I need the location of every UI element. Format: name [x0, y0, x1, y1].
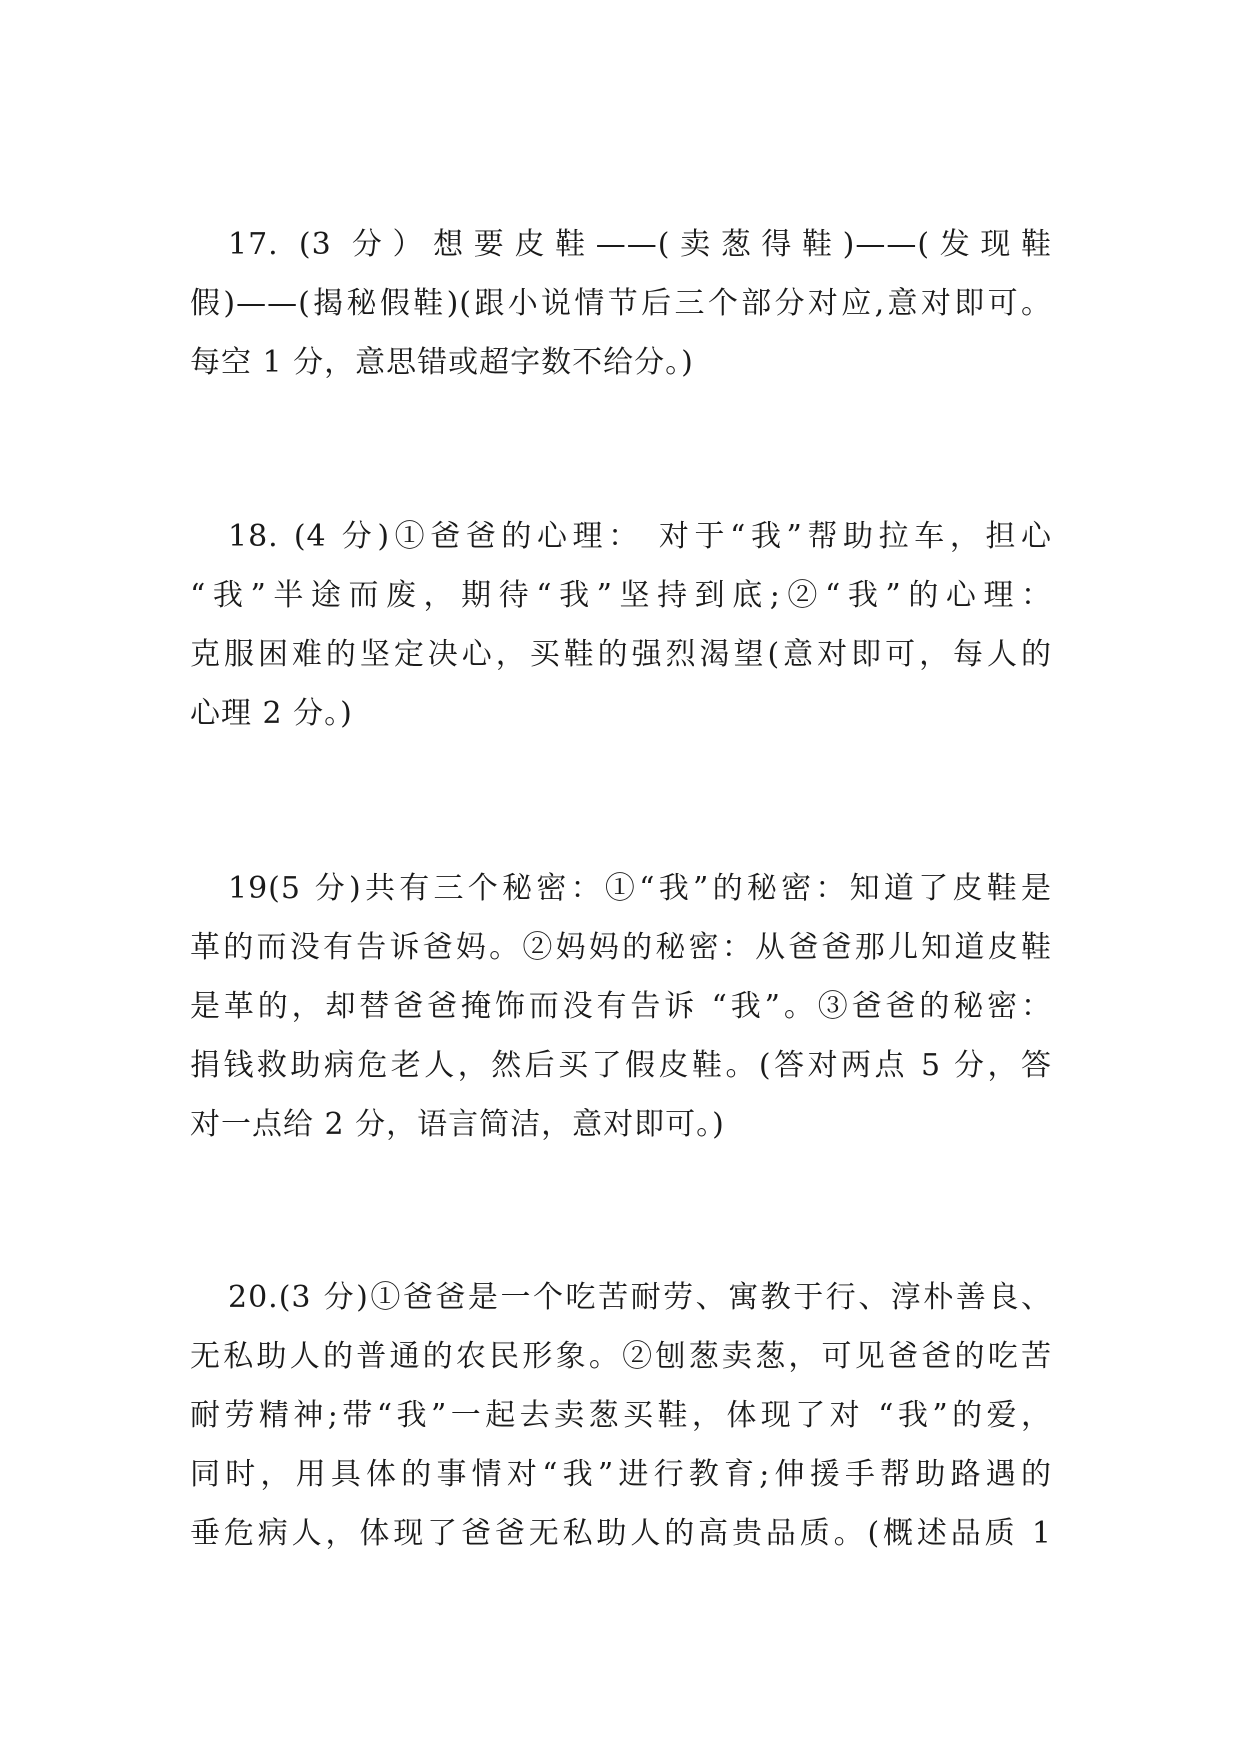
answer-19-line-1: 19(5 分)共有三个秘密：①“我”的秘密：知道了皮鞋是	[228, 871, 1052, 906]
answer-18-line-3: 克服困难的坚定决心，买鞋的强烈渴望(意对即可，每人的	[190, 637, 1052, 672]
answer-18-line-1: 18. (4 分)①爸爸的心理： 对于“我”帮助拉车，担心	[228, 519, 1052, 554]
answer-17-line-2: 假)——(揭秘假鞋)(跟小说情节后三个部分对应,意对即可。	[190, 286, 1052, 321]
answer-17	[190, 215, 1052, 392]
answer-18-line-2: “我”半途而废，期待“我”坚持到底;②“我”的心理：	[190, 578, 1052, 613]
answer-20-line-2: 无私助人的普通的农民形象。②刨葱卖葱，可见爸爸的吃苦	[190, 1339, 1052, 1374]
answer-17-line-3: 每空 1 分，意思错或超字数不给分。)	[190, 345, 694, 380]
answer-19-line-5: 对一点给 2 分，语言简洁，意对即可。)	[190, 1107, 725, 1142]
answer-18	[190, 507, 1052, 743]
answer-20	[190, 1268, 1052, 1563]
answer-20-line-5: 垂危病人，体现了爸爸无私助人的高贵品质。(概述品质 1	[190, 1516, 1052, 1551]
answer-20-line-4: 同时，用具体的事情对“我”进行教育;伸援手帮助路遇的	[190, 1457, 1052, 1492]
answer-20-line-3: 耐劳精神;带“我”一起去卖葱买鞋，体现了对 “我”的爱，	[190, 1398, 1052, 1433]
answer-19-line-2: 革的而没有告诉爸妈。②妈妈的秘密：从爸爸那儿知道皮鞋	[190, 930, 1052, 965]
answer-17-line-1: 17. (3 分）想要皮鞋——(卖葱得鞋)——(发现鞋	[228, 227, 1052, 262]
answer-19-line-4: 捐钱救助病危老人，然后买了假皮鞋。(答对两点 5 分，答	[190, 1048, 1052, 1083]
answer-18-line-4: 心理 2 分。)	[190, 696, 353, 731]
answer-19-line-3: 是革的，却替爸爸掩饰而没有告诉 “我”。③爸爸的秘密：	[190, 989, 1052, 1024]
answer-19	[190, 859, 1052, 1154]
answer-20-line-1: 20.(3 分)①爸爸是一个吃苦耐劳、寓教于行、淳朴善良、	[228, 1280, 1052, 1315]
